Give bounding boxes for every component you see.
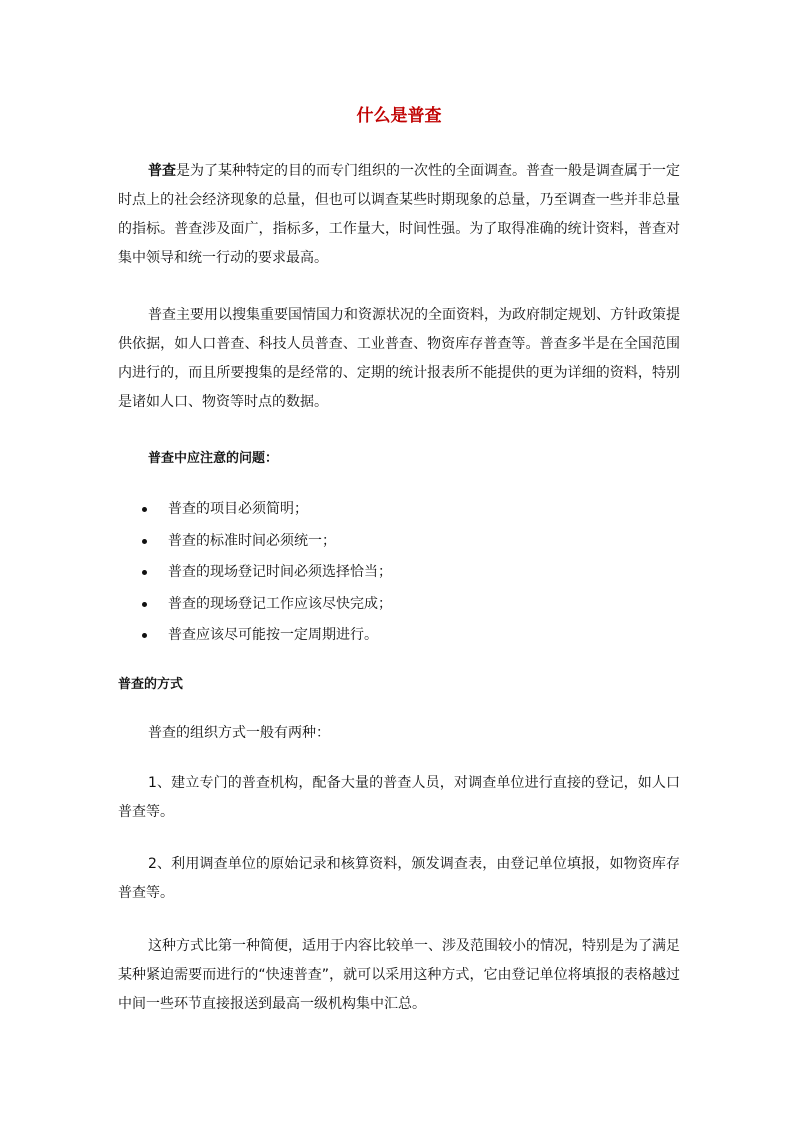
bullet-icon bbox=[142, 539, 147, 544]
list-item bbox=[118, 591, 680, 623]
method-one-paragraph: 1、建立专门的普查机构，配备大量的普查人员，对调查单位进行直接的登记，如人口普查等。 bbox=[118, 775, 680, 820]
intro-paragraph bbox=[118, 157, 680, 273]
list-item-text: 普查的现场登记工作应该尽快完成； bbox=[168, 595, 392, 612]
bullet-icon bbox=[142, 633, 147, 638]
methods-heading: 普查的方式 bbox=[118, 677, 184, 692]
list-item-text: 普查的项目必须简明； bbox=[168, 501, 308, 517]
intro-lead-term: 普查 bbox=[148, 163, 176, 179]
list-item-text: 普查的现场登记时间必须选择恰当； bbox=[168, 564, 392, 580]
list-item-text: 普查的标准时间必须统一； bbox=[168, 532, 336, 549]
method-two-note-paragraph: 这种方式比第一种简便，适用于内容比较单一、涉及范围较小的情况，特别是为了满足某种紧迫需要而进行的“快速普查”，就可以采用这种方式，它由登记单位将填报的表格越过中间一些环节直接报送到最高一级机构集中汇总。 bbox=[118, 938, 680, 1012]
methods-intro: 普查的组织方式一般有两种： bbox=[148, 725, 330, 741]
list-item bbox=[118, 622, 680, 654]
notes-heading: 普查中应注意的问题： bbox=[148, 451, 279, 466]
purpose-paragraph: 普查主要用以搜集重要国情国力和资源状况的全面资料，为政府制定规划、方针政策提供依据，如人口普查、科技人员普查、工业普查、物资库存普查等。普查多半是在全国范围内进行的，而且所要搜集的是经常的、定期的统计报表所不能提供的更为详细的资料，特别是诸如人口、物资等时点的数据。 bbox=[118, 307, 680, 410]
bullet-icon bbox=[142, 602, 147, 607]
list-item bbox=[118, 496, 680, 528]
list-item bbox=[118, 528, 680, 560]
notes-list bbox=[118, 496, 680, 654]
bullet-icon bbox=[142, 507, 147, 512]
page-title: 什么是普查 bbox=[356, 106, 442, 126]
list-item bbox=[118, 559, 680, 591]
bullet-icon bbox=[142, 570, 147, 575]
list-item-text: 普查应该尽可能按一定周期进行。 bbox=[168, 627, 378, 643]
method-two-paragraph: 2、利用调查单位的原始记录和核算资料，颁发调查表，由登记单位填报，如物资库存普查等。 bbox=[118, 856, 680, 901]
intro-text: 是为了某种特定的目的而专门组织的一次性的全面调查。普查一般是调查属于一定时点上的社会经济现象的总量，但也可以调查某些时期现象的总量，乃至调查一些并非总量的指标。普查涉及面广，指标多，工作量大，时间性强。为了取得准确的统计资料，普查对集中领导和统一行动的要求最高。 bbox=[118, 163, 680, 266]
